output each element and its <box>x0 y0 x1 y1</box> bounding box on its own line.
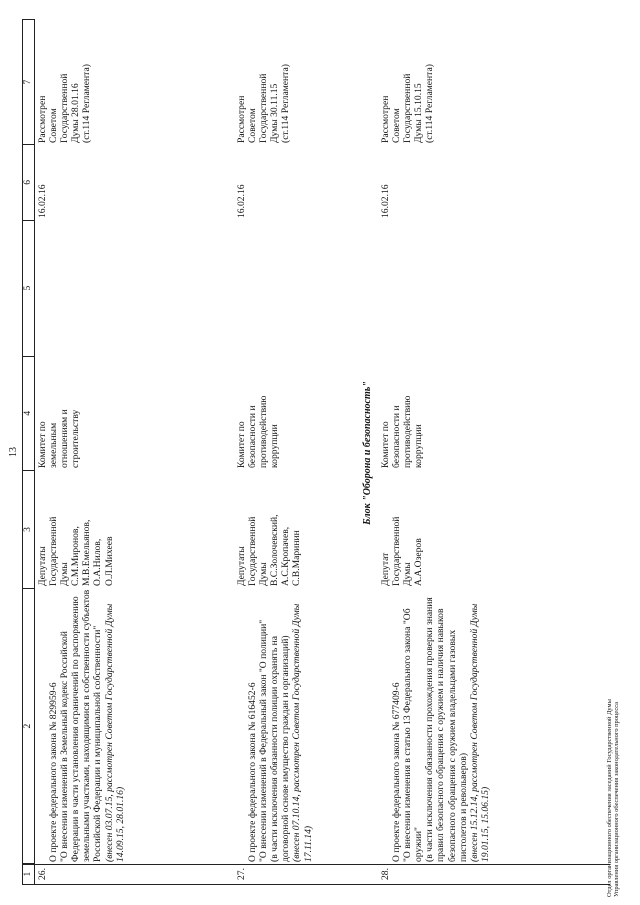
row-number: 27. <box>236 868 247 880</box>
bill-committee: Комитет по безопасности и противодействию коррупции <box>236 395 281 468</box>
header-col-4: 4 <box>23 356 34 470</box>
bill-status: Рассмотрен Советом Государственной Думы 30.11.15 (ст.114 Регламента) <box>236 64 292 143</box>
bill-date: 16.02.16 <box>236 184 247 218</box>
page-number: 13 <box>8 447 19 457</box>
empty-cell <box>380 221 502 357</box>
bill-note: (внесен 15.12.14, рассмотрен Советом Государственной Думы 19.01.15, 15.06.15) <box>468 603 491 862</box>
table-header <box>22 19 35 885</box>
header-col-2: 2 <box>23 588 34 863</box>
bill-authors: Депутаты Государственной Думы В.С.Золочевский, А.С.Кропачев, С.В.Маринин <box>236 514 303 586</box>
bill-title <box>236 589 325 865</box>
bill-title-text: О проекте федерального закона № 616452-6 "О внесении изменений в Федеральный закон "О полиции" (в части исключения обязанности полиции охранять на договорной основе имущество граждан и организаций) <box>247 619 292 862</box>
bill-title-text: О проекте федерального закона № 829959-6 "О внесении изменений в Земельный кодекс Российской Федерации в части установления ограничений по распоряжению земельными участками, находящимися в собственности субъектов Российской Федерации и муниципальной собственности" <box>48 589 104 862</box>
header-col-5: 5 <box>23 220 34 356</box>
bill-note: (внесен 03.07.15, рассмотрен Советом Государственной Думы 14.09.15, 28.01.16) <box>103 603 126 862</box>
header-col-3: 3 <box>23 470 34 588</box>
block-title: Блок "Оборона и безопасность" <box>362 381 373 525</box>
bill-title <box>37 589 137 865</box>
bill-date: 16.02.16 <box>37 184 48 218</box>
empty-cell <box>236 221 325 357</box>
header-col-6: 6 <box>23 144 34 219</box>
bill-title <box>380 589 502 865</box>
header-col-7: 7 <box>23 79 33 85</box>
footer-department: Отдел организационного обеспечения заседаний Государственной Думы Управления организационного обеспечения законодательного процесса <box>606 699 621 897</box>
empty-cell <box>37 221 137 357</box>
header-col-1: 1 <box>23 863 34 884</box>
bill-authors: Депутаты Государственной Думы С.М.Миронов, М.В.Емельянов, О.А.Нилов, О.Л.Михеев <box>37 516 115 586</box>
table-row <box>380 21 502 885</box>
row-number: 28. <box>380 868 391 880</box>
bill-note: (внесен 07.10.14, рассмотрен Советом Государственной Думы 17.11.14) <box>291 603 314 862</box>
bill-date: 16.02.16 <box>380 184 391 218</box>
table-row <box>236 21 325 885</box>
bill-committee: Комитет по безопасности и противодействию коррупции <box>380 395 425 468</box>
bill-status: Рассмотрен Советом Государственной Думы 15.10.15 (ст.114 Регламента) <box>380 64 436 143</box>
bill-committee: Комитет по земельным отношениям и строительству <box>37 409 82 468</box>
row-number: 26. <box>37 868 48 880</box>
bill-title-text: О проекте федерального закона № 677409-6 "О внесении изменения в статью 13 Федерального закона "Об оружии" (в части исключения обязанности прохождения проверки знания правил безопасного обращения с оружием и наличия навыков безопасного обращения с оружием владельцами газовых пистолетов и револьверов) <box>391 597 469 862</box>
bill-status: Рассмотрен Советом Государственной Думы 28.01.16 (ст.114 Регламента) <box>37 64 93 143</box>
bill-authors: Депутат Государственной Думы А.А.Озеров <box>380 516 425 586</box>
table-row <box>37 21 137 885</box>
